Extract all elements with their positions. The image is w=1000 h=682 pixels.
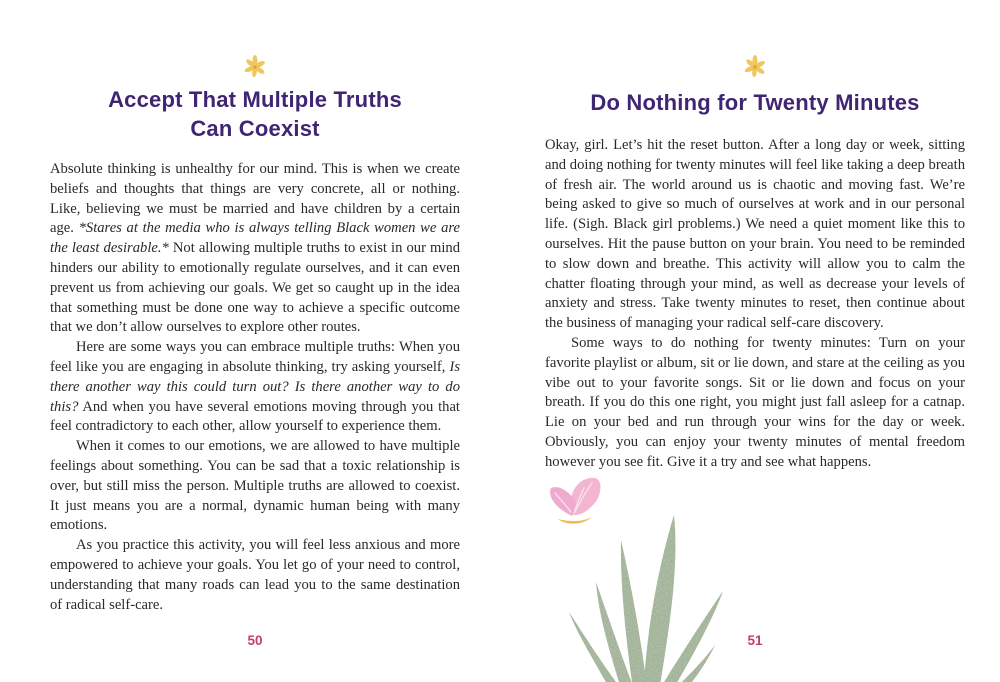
body-text-right (545, 136, 965, 473)
right-page (545, 0, 965, 682)
text-run: When it comes to our emotions, we are allowed to have multiple feelings about something. You can be sad that a toxic relationship is over, but still miss the person. Multiple truths are allowed to coexist. It just means you are a normal, dynamic human being with many emotions. (50, 438, 460, 534)
paragraph (50, 160, 460, 338)
chapter-title-left (50, 85, 460, 143)
flower-icon (545, 54, 965, 80)
title-line: Do Nothing for Twenty Minutes (590, 90, 920, 115)
text-run: Absolute thinking is unhealthy for our mind. This is when we create beliefs and thoughts that things are very concrete, all or nothing. Like, believing we must be married and have children by a certain age. (50, 161, 460, 237)
plant-butterfly-illustration (539, 470, 751, 682)
italic-text-run: Is there another way this could turn out? Is there another way to do this? (50, 358, 460, 415)
paragraph (545, 334, 965, 473)
title-line: Can Coexist (190, 116, 320, 141)
paragraph (50, 338, 460, 437)
text-run: Not allowing multiple truths to exist in our mind hinders our ability to emotionally regulate ourselves, and it can even prevent us from achieving our goals. We get so caught up in the idea that something must be done one way to achieve a specific outcome that we don’t allow ourselves to explore other routes. (50, 240, 460, 336)
text-run: And when you have several emotions moving through you that feel contradictory to each other, allow yourself to experience them. (50, 398, 460, 435)
paragraph (545, 136, 965, 334)
paragraph (50, 536, 460, 615)
butterfly-illustration (550, 478, 600, 524)
page-number-right: 51 (747, 633, 763, 648)
text-run: As you practice this activity, you will feel less anxious and more empowered to achieve your goals. You let go of your need to control, understanding that many roads can lead you to the same destination of radical self-care. (50, 537, 460, 613)
text-run: Some ways to do nothing for twenty minutes: Turn on your favorite playlist or album, sit or lie down, and stare at the ceiling as you vibe out to your favorite songs. Sit or lie down and focus on your breath. If you do this one right, you might just fall asleep for a catnap. Lie on your bed and run through your wins for the day or week. Obviously, you can enjoy your twenty minutes of mental freedom however you see fit. Give it a try and see what happens. (545, 334, 965, 470)
left-page (50, 0, 460, 682)
page-number-left: 50 (247, 633, 263, 648)
text-run: Here are some ways you can embrace multiple truths: When you feel like you are engaging in absolute thinking, try asking yourself, (50, 339, 460, 375)
body-text-left (50, 160, 460, 615)
text-run: Okay, girl. Let’s hit the reset button. After a long day or week, sitting and doing nothing for twenty minutes will feel like taking a deep breath of fresh air. The world around us is chaotic and moving fast. We’re being asked to give so much of ourselves at work and in our personal life. (Sigh. Black girl problems.) We need a quiet moment like this to ourselves. Hit the pause button on your brain. You need to be reminded to slow down and breathe. This activity will allow you to calm the chatter floating through your mind, as well as decrease your levels of anxiety and stress. Take twenty minutes to reset, then continue about the business of managing your radical self-care discovery. (545, 137, 965, 332)
green-leaves-illustration (569, 515, 723, 682)
paragraph (50, 437, 460, 536)
italic-text-run: *Stares at the media who is always telling Black women we are the least desirable.* (50, 220, 460, 257)
title-line: Accept That Multiple Truths (108, 87, 402, 112)
flower-icon (50, 54, 460, 80)
chapter-title-right (545, 88, 965, 117)
